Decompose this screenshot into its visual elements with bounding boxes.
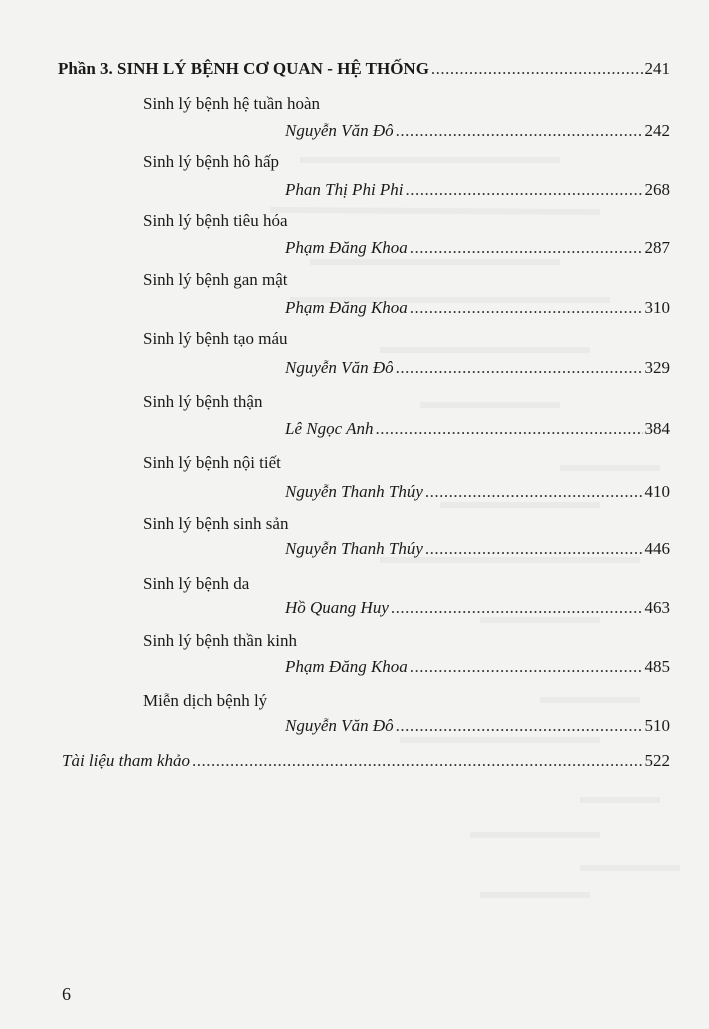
chapter-title: Sinh lý bệnh nội tiết (143, 453, 281, 472)
chapter-title: Sinh lý bệnh sinh sản (143, 514, 289, 533)
chapter-author-entry (285, 538, 670, 560)
chapter-author-entry (285, 357, 670, 379)
chapter-author-entry (285, 120, 670, 142)
chapter-author: Nguyễn Thanh Thúy (285, 482, 423, 501)
chapter-title: Sinh lý bệnh hệ tuần hoàn (143, 94, 321, 113)
chapter-author-entry (285, 237, 670, 259)
dot-leader (396, 120, 643, 142)
chapter-author: Phan Thị Phi Phi (285, 180, 404, 199)
dot-leader (396, 357, 643, 379)
chapter-author: Nguyễn Văn Đô (285, 121, 394, 140)
chapter-page: 410 (644, 482, 670, 501)
dot-leader (410, 297, 643, 319)
chapter-page: 242 (644, 121, 670, 140)
chapter-author: Lê Ngọc Anh (285, 419, 374, 438)
chapter-author: Phạm Đăng Khoa (285, 238, 408, 257)
chapter-title: Sinh lý bệnh tạo máu (143, 329, 288, 348)
chapter-author-entry (285, 418, 670, 440)
chapter-author: Phạm Đăng Khoa (285, 657, 408, 676)
dot-leader (410, 237, 643, 259)
chapter-author: Nguyễn Văn Đô (285, 358, 394, 377)
dot-leader (192, 750, 643, 772)
dot-leader (406, 179, 643, 201)
chapter-page: 510 (644, 716, 670, 735)
dot-leader (425, 481, 643, 503)
chapter-title: Sinh lý bệnh hô hấp (143, 152, 279, 171)
toc-part-entry (58, 58, 670, 80)
references-page: 522 (644, 751, 670, 770)
dot-leader (425, 538, 643, 560)
dot-leader (391, 597, 643, 619)
chapter-page: 268 (644, 180, 670, 199)
chapter-page: 463 (644, 598, 670, 617)
part-title: Phần 3. SINH LÝ BỆNH CƠ QUAN - HỆ THỐNG (58, 59, 429, 78)
chapter-page: 329 (644, 358, 670, 377)
chapter-author-entry (285, 656, 670, 678)
chapter-author: Phạm Đăng Khoa (285, 298, 408, 317)
toc-references-entry (62, 750, 670, 772)
chapter-page: 485 (644, 657, 670, 676)
references-title: Tài liệu tham khảo (62, 751, 190, 770)
chapter-page: 310 (644, 298, 670, 317)
chapter-author: Nguyễn Văn Đô (285, 716, 394, 735)
page-number: 6 (62, 984, 71, 1004)
chapter-author-entry (285, 297, 670, 319)
chapter-page: 287 (644, 238, 670, 257)
chapter-title: Sinh lý bệnh thần kinh (143, 631, 297, 650)
chapter-title: Sinh lý bệnh tiêu hóa (143, 211, 288, 230)
chapter-author: Nguyễn Thanh Thúy (285, 539, 423, 558)
chapter-title: Sinh lý bệnh da (143, 574, 250, 593)
part-page: 241 (644, 59, 670, 78)
chapter-title: Miễn dịch bệnh lý (143, 691, 268, 710)
chapter-page: 446 (644, 539, 670, 558)
chapter-author-entry (285, 179, 670, 201)
dot-leader (396, 715, 643, 737)
chapter-title: Sinh lý bệnh thận (143, 392, 263, 411)
chapter-author-entry (285, 481, 670, 503)
chapter-title: Sinh lý bệnh gan mật (143, 270, 288, 289)
dot-leader (375, 418, 642, 440)
chapter-author-entry (285, 597, 670, 619)
chapter-author-entry (285, 715, 670, 737)
dot-leader (410, 656, 643, 678)
chapter-page: 384 (644, 419, 670, 438)
dot-leader (431, 58, 643, 80)
chapter-author: Hồ Quang Huy (285, 598, 389, 617)
